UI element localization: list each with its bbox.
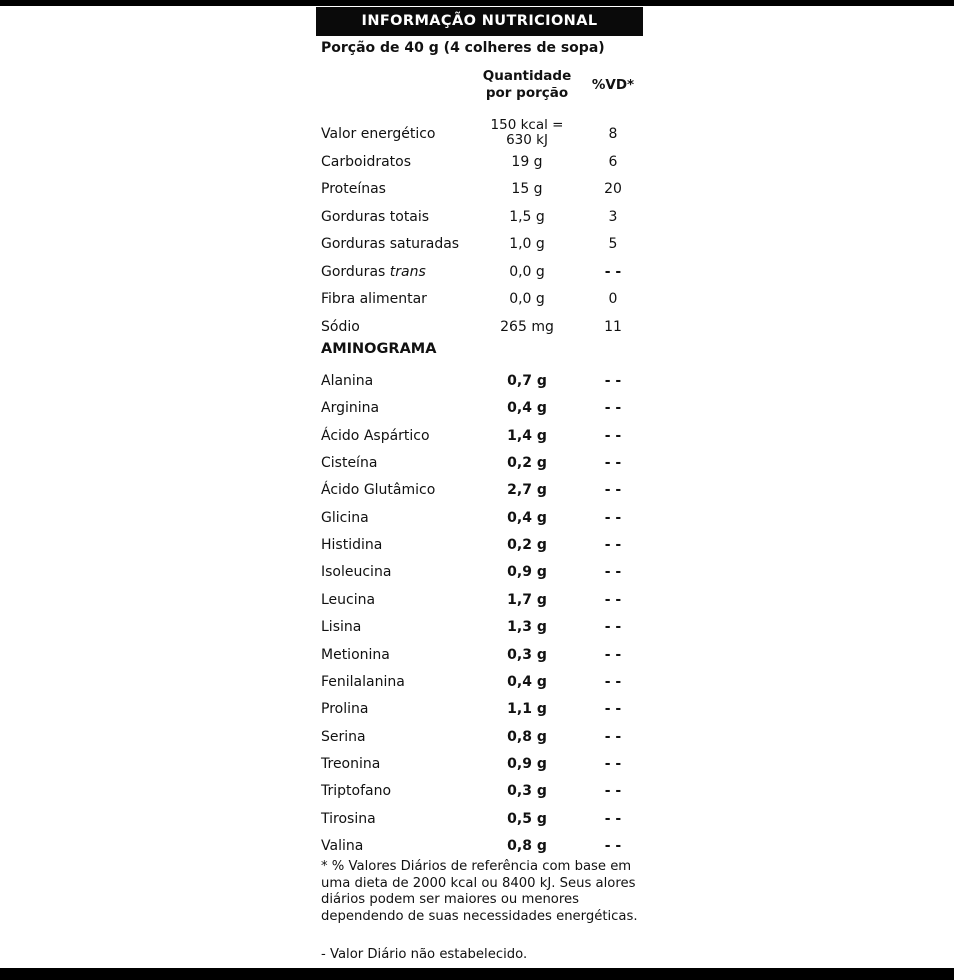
amino-acid-name: Isoleucina (321, 564, 392, 580)
amino-acid-name: Metionina (321, 647, 390, 663)
table-row (312, 455, 652, 475)
amino-acid-name: Glicina (321, 510, 369, 526)
amino-acid-quantity: 0,5 g (507, 811, 547, 827)
column-header-quantity (472, 68, 582, 102)
nutrient-name (321, 264, 426, 280)
nutrient-name-italic: trans (389, 264, 426, 280)
amino-acid-quantity: 1,3 g (507, 619, 547, 635)
table-row (312, 619, 652, 639)
amino-acid-name: Tirosina (321, 811, 376, 827)
footnote-not-established: - Valor Diário não estabelecido. (321, 947, 528, 962)
table-row (312, 564, 652, 584)
table-row (312, 319, 652, 339)
amino-acid-quantity: 0,2 g (507, 455, 547, 471)
aminogram-heading: AMINOGRAMA (321, 341, 437, 357)
amino-acid-name: Lisina (321, 619, 362, 635)
amino-acid-quantity: 2,7 g (507, 482, 547, 498)
table-row (312, 264, 652, 284)
table-row (312, 236, 652, 256)
portion-size: Porção de 40 g (4 colheres de sopa) (321, 40, 605, 56)
nutrient-name: Proteínas (321, 181, 386, 197)
amino-acid-vd: - - (604, 729, 622, 745)
nutrient-quantity-line1: 150 kcal = (490, 117, 564, 133)
table-row (312, 510, 652, 530)
nutrient-vd: - - (604, 264, 622, 280)
table-row (312, 209, 652, 229)
amino-acid-name: Serina (321, 729, 366, 745)
amino-acid-name: Ácido Aspártico (321, 428, 430, 444)
nutrient-name-main: Gorduras (321, 264, 386, 280)
nutrient-name: Gorduras totais (321, 209, 430, 225)
footnote-daily-values: * % Valores Diários de referência com base em uma dieta de 2000 kcal ou 8400 kJ. Seus alores diários podem ser maiores ou menores dependendo de suas necessidades energéticas. (321, 859, 638, 924)
amino-acid-quantity: 0,3 g (507, 783, 547, 799)
table-row (312, 783, 652, 803)
amino-acid-quantity: 0,8 g (507, 838, 547, 854)
table-row (312, 428, 652, 448)
amino-acid-vd: - - (604, 482, 622, 498)
amino-acid-quantity: 0,9 g (507, 564, 547, 580)
nutrient-name: Valor energético (321, 126, 436, 142)
nutrient-name: Gorduras saturadas (321, 236, 460, 252)
amino-acid-quantity: 0,9 g (507, 756, 547, 772)
table-row (312, 701, 652, 721)
amino-acid-quantity: 1,4 g (507, 428, 547, 444)
nutrient-vd: 8 (608, 126, 618, 142)
nutrient-vd: 3 (608, 209, 618, 225)
amino-acid-quantity: 0,4 g (507, 510, 547, 526)
column-header-quantity-line1: Quantidade (482, 68, 572, 84)
amino-acid-vd: - - (604, 811, 622, 827)
label-title: INFORMAÇÃO NUTRICIONAL (316, 7, 643, 36)
nutrient-vd: 0 (608, 291, 618, 307)
amino-acid-vd: - - (604, 592, 622, 608)
amino-acid-name: Prolina (321, 701, 369, 717)
nutrient-vd: 6 (608, 154, 618, 170)
amino-acid-vd: - - (604, 838, 622, 854)
table-row (312, 373, 652, 393)
table-row (312, 154, 652, 174)
nutrient-name: Fibra alimentar (321, 291, 427, 307)
amino-acid-vd: - - (604, 564, 622, 580)
nutrient-quantity: 1,5 g (509, 209, 545, 225)
amino-acid-name: Leucina (321, 592, 376, 608)
table-row (312, 291, 652, 311)
table-row (312, 838, 652, 858)
amino-acid-vd: - - (604, 756, 622, 772)
amino-acid-quantity: 0,7 g (507, 373, 547, 389)
nutrient-vd: 5 (608, 236, 618, 252)
amino-acid-quantity: 0,3 g (507, 647, 547, 663)
amino-acid-name: Histidina (321, 537, 383, 553)
nutrient-quantity-line2: 630 kJ (506, 132, 548, 148)
nutrient-quantity: 0,0 g (509, 291, 545, 307)
amino-acid-quantity: 1,1 g (507, 701, 547, 717)
nutrient-quantity: 265 mg (500, 319, 554, 335)
amino-acid-vd: - - (604, 428, 622, 444)
table-row (312, 647, 652, 667)
amino-acid-vd: - - (604, 647, 622, 663)
nutrient-quantity: 19 g (511, 154, 543, 170)
amino-acid-name: Alanina (321, 373, 374, 389)
table-row (312, 400, 652, 420)
amino-acid-vd: - - (604, 674, 622, 690)
amino-acid-quantity: 1,7 g (507, 592, 547, 608)
amino-acid-vd: - - (604, 701, 622, 717)
amino-acid-vd: - - (604, 783, 622, 799)
amino-acid-name: Fenilalanina (321, 674, 405, 690)
amino-acid-quantity: 0,2 g (507, 537, 547, 553)
table-row (312, 756, 652, 776)
amino-acid-quantity: 0,8 g (507, 729, 547, 745)
nutrient-name: Sódio (321, 319, 360, 335)
table-row (312, 674, 652, 694)
nutrient-quantity: 15 g (511, 181, 543, 197)
table-row (312, 117, 652, 148)
column-header-quantity-line2: por porção (485, 85, 569, 101)
amino-acid-name: Treonina (321, 756, 381, 772)
table-row (312, 592, 652, 612)
amino-acid-vd: - - (604, 510, 622, 526)
column-header-vd: %VD* (591, 77, 635, 93)
nutrient-quantity (472, 118, 582, 148)
amino-acid-vd: - - (604, 373, 622, 389)
nutrient-name: Carboidratos (321, 154, 412, 170)
amino-acid-vd: - - (604, 619, 622, 635)
amino-acid-quantity: 0,4 g (507, 674, 547, 690)
table-row (312, 811, 652, 831)
amino-acid-vd: - - (604, 400, 622, 416)
amino-acid-name: Cisteína (321, 455, 378, 471)
table-row (312, 729, 652, 749)
nutrient-quantity: 0,0 g (509, 264, 545, 280)
amino-acid-name: Arginina (321, 400, 380, 416)
nutrient-vd: 20 (604, 181, 622, 197)
nutrient-vd: 11 (604, 319, 622, 335)
table-row (312, 482, 652, 502)
amino-acid-name: Valina (321, 838, 364, 854)
amino-acid-quantity: 0,4 g (507, 400, 547, 416)
table-row (312, 181, 652, 201)
amino-acid-vd: - - (604, 455, 622, 471)
amino-acid-name: Triptofano (321, 783, 392, 799)
table-row (312, 537, 652, 557)
amino-acid-name: Ácido Glutâmico (321, 482, 436, 498)
page-background (0, 6, 954, 968)
amino-acid-vd: - - (604, 537, 622, 553)
nutrient-quantity: 1,0 g (509, 236, 545, 252)
